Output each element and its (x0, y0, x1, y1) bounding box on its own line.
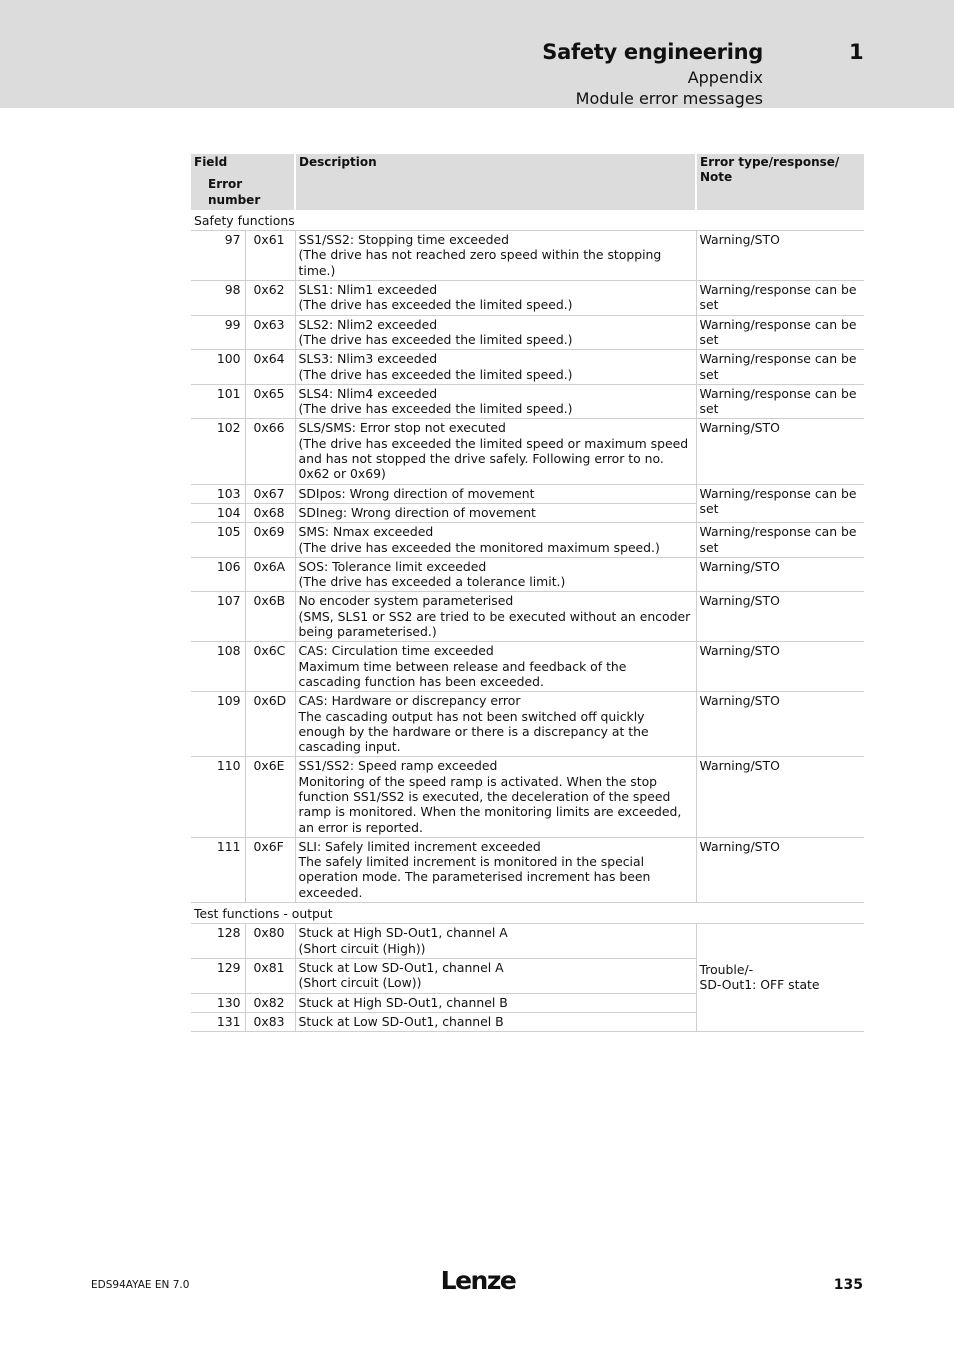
error-number: 98 (191, 281, 245, 316)
error-note: Warning/response can be set (696, 484, 864, 523)
description-title: SDIneg: Wrong direction of movement (298, 504, 536, 520)
error-hex: 0x80 (245, 924, 295, 959)
error-description (295, 523, 696, 558)
error-number: 105 (191, 523, 245, 558)
error-number: 101 (191, 384, 245, 419)
error-note: Warning/response can be set (696, 281, 864, 316)
error-note: Warning/response can be set (696, 350, 864, 385)
error-hex: 0x83 (245, 1012, 295, 1031)
error-number: 108 (191, 642, 245, 692)
error-description (295, 958, 696, 993)
error-number: 107 (191, 592, 245, 642)
page-title: Safety engineering (542, 40, 763, 64)
description-title: CAS: Hardware or discrepancy error (298, 693, 521, 709)
note-line-2: SD-Out1: OFF state (699, 977, 820, 993)
error-number: 110 (191, 757, 245, 837)
header-description: Description (295, 154, 696, 210)
description-title: SMS: Nmax exceeded (298, 524, 434, 540)
description-detail: The safely limited increment is monitored in the special operation mode. The parameterised increment has been exceeded. (298, 854, 651, 900)
description-detail: (The drive has exceeded the limited speed.) (298, 331, 573, 347)
description-title: Stuck at Low SD-Out1, channel B (298, 1013, 504, 1029)
description-title: SDIpos: Wrong direction of movement (298, 485, 535, 501)
chapter-number: 1 (849, 40, 864, 64)
error-hex: 0x62 (245, 281, 295, 316)
error-number: 109 (191, 692, 245, 757)
error-description (295, 993, 696, 1012)
header-error-number-label: Error number (208, 177, 261, 207)
error-note: Warning/STO (696, 642, 864, 692)
header-band (0, 0, 954, 108)
section-row (191, 210, 864, 231)
section-title: Test functions - output (191, 903, 864, 924)
description-detail: (The drive has exceeded the limited speed or maximum speed and has not stopped the drive safely. Following error to no. 0x62 or 0x69) (298, 435, 689, 482)
table-row (191, 592, 864, 642)
error-description (295, 503, 696, 522)
error-note: Warning/STO (696, 419, 864, 484)
header-field-label: Field (194, 155, 228, 169)
lenze-logo (438, 1263, 518, 1297)
error-description (295, 642, 696, 692)
error-description (295, 837, 696, 902)
error-note: Warning/response can be set (696, 384, 864, 419)
error-hex: 0x6F (245, 837, 295, 902)
description-title: SLS3: Nlim3 exceeded (298, 351, 438, 367)
document-id: EDS94AYAE EN 7.0 (91, 1279, 190, 1291)
logo-text: Lenze (440, 1266, 516, 1295)
description-detail: Maximum time between release and feedback of the cascading function has been exceeded. (298, 658, 627, 689)
error-hex: 0x66 (245, 419, 295, 484)
description-detail: The cascading output has not been switched off quickly enough by the hardware or there is a discrepancy at the cascading input. (298, 708, 649, 755)
table-row (191, 419, 864, 484)
table-row (191, 231, 864, 281)
error-hex: 0x6D (245, 692, 295, 757)
description-title: SOS: Tolerance limit exceeded (298, 558, 487, 574)
error-hex: 0x65 (245, 384, 295, 419)
error-number: 100 (191, 350, 245, 385)
description-title: SLS2: Nlim2 exceeded (298, 316, 438, 332)
error-number: 104 (191, 503, 245, 522)
table-row (191, 924, 864, 959)
description-title: SLS1: Nlim1 exceeded (298, 282, 438, 298)
error-number: 131 (191, 1012, 245, 1031)
breadcrumb-section: Appendix (687, 68, 763, 87)
table-row (191, 757, 864, 837)
error-hex: 0x6A (245, 557, 295, 592)
error-description (295, 1012, 696, 1031)
description-title: No encoder system parameterised (298, 593, 514, 609)
table-row (191, 350, 864, 385)
error-number: 130 (191, 993, 245, 1012)
section-row (191, 903, 864, 924)
error-hex: 0x82 (245, 993, 295, 1012)
error-number: 128 (191, 924, 245, 959)
header-note: Error type/response/ Note (696, 154, 864, 210)
description-detail: (Short circuit (Low)) (298, 975, 422, 991)
table-header-row (191, 154, 864, 210)
error-hex: 0x61 (245, 231, 295, 281)
description-detail: (The drive has exceeded the limited speed.) (298, 297, 573, 313)
error-number: 97 (191, 231, 245, 281)
error-number: 102 (191, 419, 245, 484)
error-note-merged (696, 924, 864, 1032)
error-description (295, 692, 696, 757)
description-detail: (The drive has not reached zero speed within the stopping time.) (298, 247, 662, 278)
table-row (191, 523, 864, 558)
error-description (295, 557, 696, 592)
error-number: 103 (191, 484, 245, 503)
error-description (295, 419, 696, 484)
error-description (295, 350, 696, 385)
error-description (295, 281, 696, 316)
header-field (191, 154, 295, 210)
error-hex: 0x81 (245, 958, 295, 993)
table-row (191, 837, 864, 902)
description-title: SLS/SMS: Error stop not executed (298, 420, 506, 436)
error-note: Warning/response can be set (696, 523, 864, 558)
error-note: Warning/STO (696, 837, 864, 902)
description-title: CAS: Circulation time exceeded (298, 643, 494, 659)
description-title: Stuck at High SD-Out1, channel A (298, 925, 508, 941)
error-description (295, 592, 696, 642)
error-description (295, 924, 696, 959)
description-detail: (The drive has exceeded the limited speed.) (298, 366, 573, 382)
error-note: Warning/response can be set (696, 315, 864, 350)
error-hex: 0x6B (245, 592, 295, 642)
error-number: 106 (191, 557, 245, 592)
error-note: Warning/STO (696, 592, 864, 642)
error-description (295, 484, 696, 503)
section-title: Safety functions (191, 210, 864, 231)
error-hex: 0x6E (245, 757, 295, 837)
error-note: Warning/STO (696, 557, 864, 592)
error-hex: 0x68 (245, 503, 295, 522)
description-detail: (The drive has exceeded the monitored maximum speed.) (298, 539, 660, 555)
description-detail: (The drive has exceeded the limited speed.) (298, 401, 573, 417)
error-description (295, 757, 696, 837)
description-detail: (Short circuit (High)) (298, 940, 426, 956)
table-row (191, 642, 864, 692)
error-number: 99 (191, 315, 245, 350)
description-detail: Monitoring of the speed ramp is activated. When the stop function SS1/SS2 is executed, the deceleration of the speed ramp is monitored. When the monitoring limits are exceeded, an error is reported. (298, 773, 682, 835)
description-detail: (SMS, SLS1 or SS2 are tried to be executed without an encoder being parameterised.) (298, 608, 691, 640)
error-number: 111 (191, 837, 245, 902)
table-row (191, 484, 864, 503)
description-detail: (The drive has exceeded a tolerance limit.) (298, 574, 566, 590)
page-number: 135 (833, 1277, 863, 1293)
note-line-1: Trouble/- (699, 961, 754, 977)
error-note: Warning/STO (696, 231, 864, 281)
table-row (191, 281, 864, 316)
error-hex: 0x67 (245, 484, 295, 503)
breadcrumb-subsection: Module error messages (575, 89, 763, 108)
description-title: SS1/SS2: Stopping time exceeded (298, 232, 510, 248)
error-description (295, 384, 696, 419)
description-title: Stuck at High SD-Out1, channel B (298, 994, 508, 1010)
table-row (191, 315, 864, 350)
description-title: SLS4: Nlim4 exceeded (298, 385, 438, 401)
description-title: Stuck at Low SD-Out1, channel A (298, 959, 504, 975)
error-hex: 0x6C (245, 642, 295, 692)
error-hex: 0x63 (245, 315, 295, 350)
table-row (191, 557, 864, 592)
error-description (295, 231, 696, 281)
error-hex: 0x69 (245, 523, 295, 558)
table-row (191, 692, 864, 757)
error-table (191, 154, 864, 1032)
table-row (191, 384, 864, 419)
error-note: Warning/STO (696, 757, 864, 837)
description-title: SLI: Safely limited increment exceeded (298, 838, 541, 854)
error-description (295, 315, 696, 350)
description-title: SS1/SS2: Speed ramp exceeded (298, 758, 498, 774)
error-note: Warning/STO (696, 692, 864, 757)
error-hex: 0x64 (245, 350, 295, 385)
error-number: 129 (191, 958, 245, 993)
